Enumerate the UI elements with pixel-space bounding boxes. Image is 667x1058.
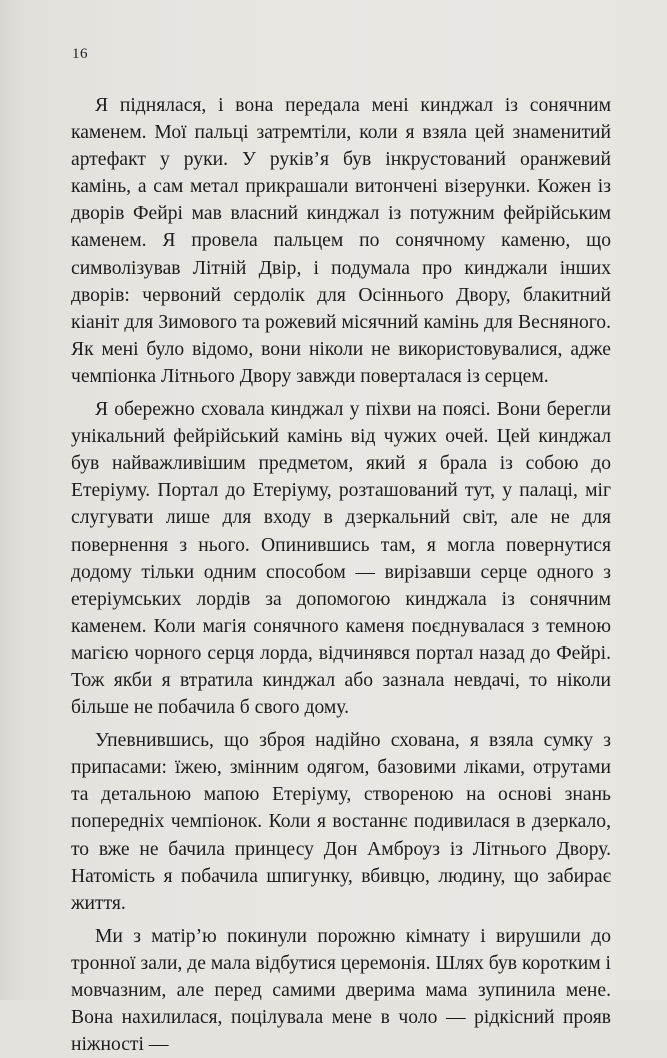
paragraph: Упевнившись, що зброя надійно схована, я взяла сумку з припасами: їжею, змінним одягом, базовими ліками, отрутами та детальною мапою Етеріуму, створеною на основі знань попередніх чемпіонок. Коли я востаннє подивилася в дзеркало, то вже не бачила принцесу Дон Амброуз із Літнього Двору. Натомість я побачила шпигунку, вбивцю, людину, що забирає життя. — [71, 730, 611, 914]
page-number: 16 — [72, 46, 88, 62]
paragraph: Я піднялася, і вона передала мені кинджал із сонячним каменем. Мої пальці затремтіли, коли я взяла цей знаменитий артефакт у руки. У руків’я був інкрустований оранжевий камінь, а сам метал прикрашали витончені візерунки. Кожен із дворів Фейрі мав власний кинджал із потужним фейрійським каменем. Я провела пальцем по сонячному каменю, що символізував Літній Двір, і подумала про кинджали інших дворів: червоний сердолік для Осіннього Двору, блакитний кіаніт для Зимового та рожевий місячний камінь для Весняного. Як мені було відомо, вони ніколи не використовувалися, адже чемпіонка Літнього Двору завжди поверталася із серцем. — [71, 95, 611, 387]
body-text — [71, 92, 611, 1058]
paragraph: Ми з матір’ю покинули порожню кімнату і вирушили до тронної зали, де мала відбутися церемонія. Шлях був коротким і мовчазним, але перед самими дверима мама зупинила мене. Вона нахилилася, поцілувала мене в чоло — рідкісний прояв ніжності — — [71, 925, 611, 1056]
paragraph: Я обережно сховала кинджал у піхви на поясі. Вони берегли унікальний фейрійський камінь від чужих очей. Цей кинджал був найважливішим предметом, який я брала із собою до Етеріуму. Портал до Етеріуму, розташований тут, у палаці, міг слугувати лише для входу в дзеркальний світ, але не для повернення з нього. Опинившись там, я могла повернутися додому тільки одним способом — вирізавши серце одного з етеріумських лордів за допомогою кинджала із сонячним каменем. Коли магія сонячного каменя поєднувалася з темною магією чорного серця лорда, відчинявся портал назад до Фейрі. Тож якби я втратила кинджал або зазнала невдачі, то ніколи більше не побачила б свого дому. — [71, 399, 611, 719]
